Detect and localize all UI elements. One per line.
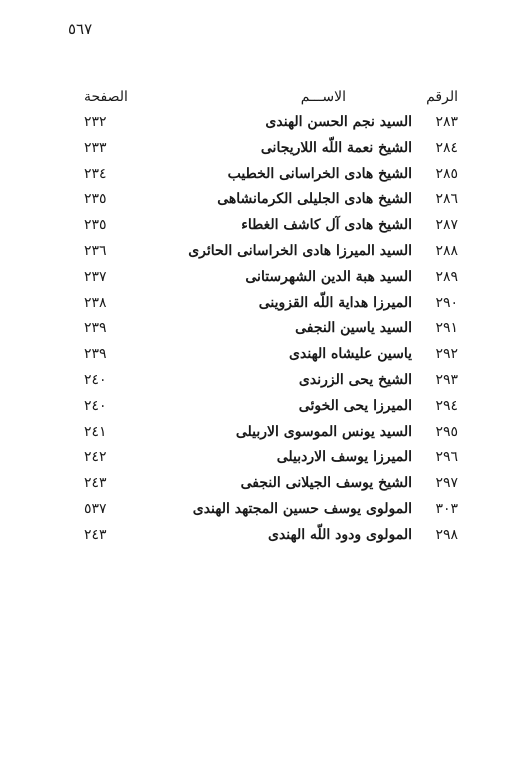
table-row <box>84 500 458 526</box>
row-number: ٢٨٥ <box>435 165 458 182</box>
row-name: الشيخ هادى الخراسانى الخطيب <box>227 165 412 182</box>
table-row <box>84 165 458 191</box>
table-row <box>84 526 458 552</box>
row-name: الشيخ نعمة اللّه اللاريجانى <box>260 139 412 156</box>
table-row <box>84 139 458 165</box>
row-page: ٢٣٩ <box>84 320 107 337</box>
page-number: ٥٦٧ <box>68 20 93 38</box>
table-row <box>84 474 458 500</box>
index-table <box>84 88 458 552</box>
header-name: الاســـم <box>300 89 346 105</box>
row-number: ٢٩٤ <box>435 397 458 414</box>
table-row <box>84 371 458 397</box>
table-row <box>84 294 458 320</box>
row-name: الشيخ يحى الزرندى <box>298 371 412 388</box>
row-name: الميرزا يوسف الاردبيلى <box>276 449 412 466</box>
header-page: الصفحة <box>84 89 128 105</box>
row-number: ٣٠٣ <box>435 500 458 517</box>
row-name: ياسين عليشاه الهندى <box>289 346 412 363</box>
row-number: ٢٩٧ <box>435 475 458 492</box>
row-page: ٢٤٢ <box>84 449 107 466</box>
row-number: ٢٨٦ <box>435 191 458 208</box>
row-number: ٢٩٢ <box>435 346 458 363</box>
table-row <box>84 423 458 449</box>
table-row <box>84 397 458 423</box>
row-name: المولوى يوسف حسين المجتهد الهندى <box>192 500 412 517</box>
row-page: ٢٣٦ <box>84 242 107 259</box>
row-name: السيد يونس الموسوى الاربيلى <box>235 423 412 440</box>
table-row <box>84 268 458 294</box>
row-page: ٢٣٥ <box>84 191 107 208</box>
row-name: الشيخ هادى آل كاشف الغطاء <box>241 217 412 234</box>
row-number: ٢٩٣ <box>435 371 458 388</box>
row-name: الميرزا يحى الخوئى <box>298 397 412 414</box>
table-row <box>84 242 458 268</box>
table-row <box>84 319 458 345</box>
row-page: ٢٣٩ <box>84 346 107 363</box>
row-page: ٢٣٤ <box>84 165 107 182</box>
row-name: السيد الميرزا هادى الخراسانى الحائرى <box>188 242 412 259</box>
row-name: السيد نجم الحسن الهندى <box>265 114 412 130</box>
table-row <box>84 190 458 216</box>
row-name: الشيخ يوسف الجيلانى النجفى <box>240 475 412 492</box>
table-row <box>84 113 458 139</box>
row-number: ٢٨٩ <box>435 268 458 285</box>
row-page: ٢٤٣ <box>84 526 107 543</box>
row-page: ٢٣٥ <box>84 217 107 234</box>
header-number: الرقم <box>426 89 458 105</box>
row-name: الشيخ هادى الجليلى الكرمانشاهى <box>217 191 412 208</box>
row-number: ٢٩٨ <box>435 526 458 543</box>
row-name: الميرزا هداية اللّه القزوينى <box>258 294 412 311</box>
row-page: ٢٤٠ <box>84 371 107 388</box>
row-number: ٢٨٨ <box>435 242 458 259</box>
row-number: ٢٨٧ <box>435 217 458 234</box>
row-number: ٢٨٣ <box>435 114 458 130</box>
row-page: ٢٤٠ <box>84 397 107 414</box>
row-page: ٢٣٨ <box>84 294 107 311</box>
row-number: ٢٩٦ <box>435 449 458 466</box>
row-number: ٢٨٤ <box>435 139 458 156</box>
table-body <box>84 113 458 552</box>
row-name: السيد ياسين النجفى <box>295 320 412 337</box>
row-page: ٢٣٧ <box>84 268 107 285</box>
table-row <box>84 345 458 371</box>
row-page: ٥٣٧ <box>84 500 107 517</box>
table-row <box>84 216 458 242</box>
row-number: ٢٩٥ <box>435 423 458 440</box>
table-row <box>84 448 458 474</box>
row-name: المولوى ودود اللّه الهندى <box>268 526 412 543</box>
row-page: ٢٣٣ <box>84 139 107 156</box>
row-name: السيد هبة الدين الشهرستانى <box>245 268 412 285</box>
table-header <box>84 88 458 113</box>
row-page: ٢٣٢ <box>84 114 107 130</box>
row-number: ٢٩٠ <box>435 294 458 311</box>
row-page: ٢٤٣ <box>84 475 107 492</box>
row-page: ٢٤١ <box>84 423 107 440</box>
row-number: ٢٩١ <box>435 320 458 337</box>
